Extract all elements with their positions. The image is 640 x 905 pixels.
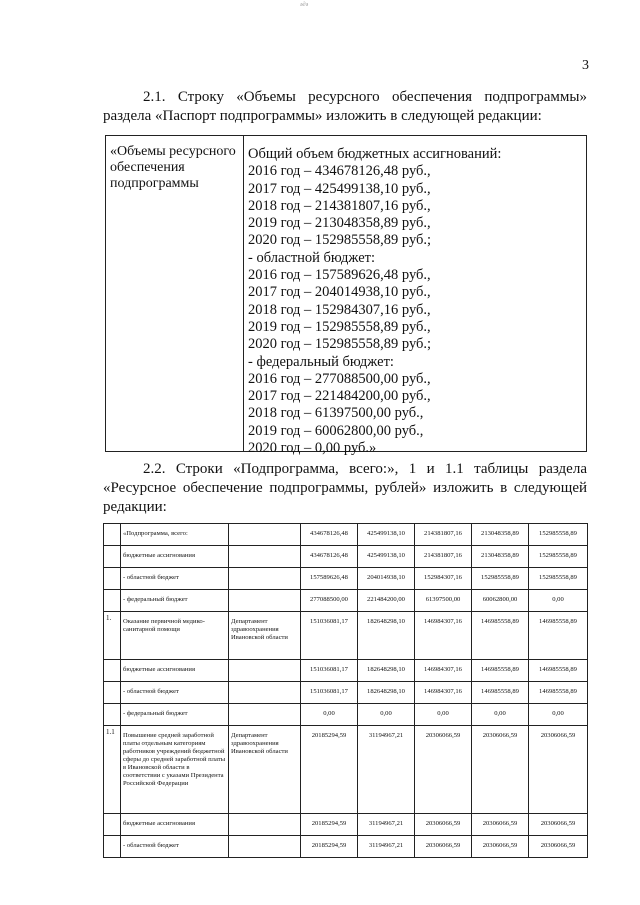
row-value-cell: 182648298,10 xyxy=(358,612,415,660)
row-value-cell: 434678126,48 xyxy=(301,546,358,568)
box-divider xyxy=(243,136,244,451)
box-line: 2020 год – 0,00 руб.» xyxy=(248,440,377,457)
row-value-cell: 425499138,10 xyxy=(358,546,415,568)
row-executor-cell xyxy=(229,546,301,568)
row-value-cell: 221484200,00 xyxy=(358,590,415,612)
table-row xyxy=(104,590,588,612)
row-value-cell: 182648298,10 xyxy=(358,682,415,704)
box-line: 2018 год – 214381807,16 руб., xyxy=(248,197,431,214)
table-row xyxy=(104,524,588,546)
row-value-cell: 213048358,89 xyxy=(472,546,529,568)
paragraph-2-2 xyxy=(103,460,587,517)
row-index-cell xyxy=(104,836,121,858)
row-value-cell: 20306066,59 xyxy=(472,726,529,814)
row-name-cell: Повышение средней заработной платы отдельным категориям работников учреждений бюджетной сферы до средней заработной платы в Ивановской области в соответствии с указами Президента Российской Федерации xyxy=(121,726,229,814)
row-value-cell: 146984307,16 xyxy=(415,612,472,660)
row-name-cell: бюджетные ассигнования xyxy=(121,660,229,682)
row-value-cell: 152984307,16 xyxy=(415,568,472,590)
row-value-cell: 31194967,21 xyxy=(358,836,415,858)
box-line: 2018 год – 152984307,16 руб., xyxy=(248,301,431,318)
row-name-cell: «Подпрограмма, всего: xyxy=(121,524,229,546)
row-value-cell: 214381807,16 xyxy=(415,524,472,546)
table-row xyxy=(104,682,588,704)
row-value-cell: 20306066,59 xyxy=(529,814,588,836)
box-line: 2016 год – 277088500,00 руб., xyxy=(248,370,431,387)
box-line: 2017 год – 204014938,10 руб., xyxy=(248,284,431,301)
scan-top-mark: ǝ∂ǝ xyxy=(300,2,309,8)
box-line: 2019 год – 60062800,00 руб., xyxy=(248,422,424,439)
box-line: 2016 год – 434678126,48 руб., xyxy=(248,163,431,180)
row-value-cell: 146984307,16 xyxy=(415,682,472,704)
table-row xyxy=(104,726,588,814)
row-value-cell: 213048358,89 xyxy=(472,524,529,546)
table-row xyxy=(104,612,588,660)
row-name-cell: - федеральный бюджет xyxy=(121,590,229,612)
row-value-cell: 146985558,89 xyxy=(529,660,588,682)
row-value-cell: 146985558,89 xyxy=(472,682,529,704)
box-line: - федеральный бюджет: xyxy=(248,353,394,370)
box-line: 2020 год – 152985558,89 руб.; xyxy=(248,336,432,353)
row-value-cell: 20306066,59 xyxy=(472,814,529,836)
row-index-cell: 1.1 xyxy=(104,726,121,814)
row-index-cell xyxy=(104,524,121,546)
row-index-cell xyxy=(104,682,121,704)
row-name-cell: - областной бюджет xyxy=(121,568,229,590)
row-index-cell xyxy=(104,660,121,682)
box-line: 2017 год – 425499138,10 руб., xyxy=(248,180,431,197)
row-index-cell xyxy=(104,546,121,568)
row-executor-cell xyxy=(229,524,301,546)
row-value-cell: 31194967,21 xyxy=(358,726,415,814)
row-value-cell: 60062800,00 xyxy=(472,590,529,612)
row-value-cell: 0,00 xyxy=(529,590,588,612)
table-row xyxy=(104,704,588,726)
row-index-cell xyxy=(104,590,121,612)
paragraph-2-1-text: 2.1. Строку «Объемы ресурсного обеспечения подпрограммы» раздела «Паспорт подпрограммы» изложить в следующей редакции: xyxy=(103,89,587,124)
row-executor-cell xyxy=(229,704,301,726)
row-value-cell: 146985558,89 xyxy=(529,682,588,704)
row-value-cell: 0,00 xyxy=(529,704,588,726)
box-line: - областной бюджет: xyxy=(248,249,376,266)
row-value-cell: 151036081,17 xyxy=(301,660,358,682)
row-value-cell: 182648298,10 xyxy=(358,660,415,682)
box-line: 2017 год – 221484200,00 руб., xyxy=(248,388,431,405)
resource-volume-box xyxy=(105,135,587,457)
row-name-cell: - федеральный бюджет xyxy=(121,704,229,726)
resource-table xyxy=(103,523,588,858)
row-index-cell: 1. xyxy=(104,612,121,660)
row-value-cell: 146984307,16 xyxy=(415,660,472,682)
box-line: 2019 год – 152985558,89 руб., xyxy=(248,318,431,335)
box-left-label: «Объемы ресурсного обеспечения подпрограммы xyxy=(110,144,236,191)
box-line: Общий объем бюджетных ассигнований: xyxy=(248,146,502,162)
row-name-cell: - областной бюджет xyxy=(121,682,229,704)
row-executor-cell xyxy=(229,660,301,682)
row-value-cell: 151036081,17 xyxy=(301,612,358,660)
row-value-cell: 20306066,59 xyxy=(415,836,472,858)
table-row xyxy=(104,546,588,568)
row-value-cell: 204014938,10 xyxy=(358,568,415,590)
row-value-cell: 146985558,89 xyxy=(472,660,529,682)
row-value-cell: 151036081,17 xyxy=(301,682,358,704)
table-row xyxy=(104,814,588,836)
row-value-cell: 152985558,89 xyxy=(529,546,588,568)
row-value-cell: 152985558,89 xyxy=(529,568,588,590)
row-name-cell: бюджетные ассигнования xyxy=(121,814,229,836)
row-value-cell: 20306066,59 xyxy=(529,726,588,814)
row-value-cell: 152985558,89 xyxy=(472,568,529,590)
row-value-cell: 152985558,89 xyxy=(529,524,588,546)
row-executor-cell: Департамент здравоохранения Ивановской области xyxy=(229,612,301,660)
row-value-cell: 0,00 xyxy=(301,704,358,726)
row-value-cell: 20306066,59 xyxy=(415,814,472,836)
row-value-cell: 31194967,21 xyxy=(358,814,415,836)
paragraph-2-1 xyxy=(103,88,587,126)
row-value-cell: 20185294,59 xyxy=(301,726,358,814)
box-right-content xyxy=(248,146,583,457)
row-executor-cell xyxy=(229,836,301,858)
page-number: 3 xyxy=(582,58,589,73)
row-name-cell: - областной бюджет xyxy=(121,836,229,858)
paragraph-2-2-text: 2.2. Строки «Подпрограмма, всего:», 1 и 1.1 таблицы раздела «Ресурсное обеспечение подпрограммы, рублей» изложить в следующей редакции: xyxy=(103,461,587,515)
box-line: 2016 год – 157589626,48 руб., xyxy=(248,267,431,284)
row-executor-cell xyxy=(229,590,301,612)
box-line: 2019 год – 213048358,89 руб., xyxy=(248,215,431,232)
row-value-cell: 425499138,10 xyxy=(358,524,415,546)
row-value-cell: 214381807,16 xyxy=(415,546,472,568)
box-line: 2018 год – 61397500,00 руб., xyxy=(248,405,424,422)
row-value-cell: 20306066,59 xyxy=(415,726,472,814)
row-name-cell: бюджетные ассигнования xyxy=(121,546,229,568)
row-value-cell: 20306066,59 xyxy=(472,836,529,858)
table-row xyxy=(104,660,588,682)
table-row xyxy=(104,568,588,590)
table-row xyxy=(104,836,588,858)
row-index-cell xyxy=(104,704,121,726)
row-value-cell: 146985558,89 xyxy=(472,612,529,660)
row-value-cell: 20185294,59 xyxy=(301,836,358,858)
row-value-cell: 20185294,59 xyxy=(301,814,358,836)
row-value-cell: 434678126,48 xyxy=(301,524,358,546)
row-executor-cell: Департамент здравоохранения Ивановской области xyxy=(229,726,301,814)
row-value-cell: 20306066,59 xyxy=(529,836,588,858)
row-value-cell: 0,00 xyxy=(358,704,415,726)
row-executor-cell xyxy=(229,568,301,590)
box-line: 2020 год – 152985558,89 руб.; xyxy=(248,232,432,249)
row-value-cell: 61397500,00 xyxy=(415,590,472,612)
row-value-cell: 0,00 xyxy=(415,704,472,726)
row-value-cell: 146985558,89 xyxy=(529,612,588,660)
row-name-cell: Оказание первичной медико-санитарной помощи xyxy=(121,612,229,660)
row-executor-cell xyxy=(229,814,301,836)
row-value-cell: 157589626,48 xyxy=(301,568,358,590)
row-index-cell xyxy=(104,568,121,590)
row-value-cell: 0,00 xyxy=(472,704,529,726)
row-index-cell xyxy=(104,814,121,836)
row-executor-cell xyxy=(229,682,301,704)
row-value-cell: 277088500,00 xyxy=(301,590,358,612)
